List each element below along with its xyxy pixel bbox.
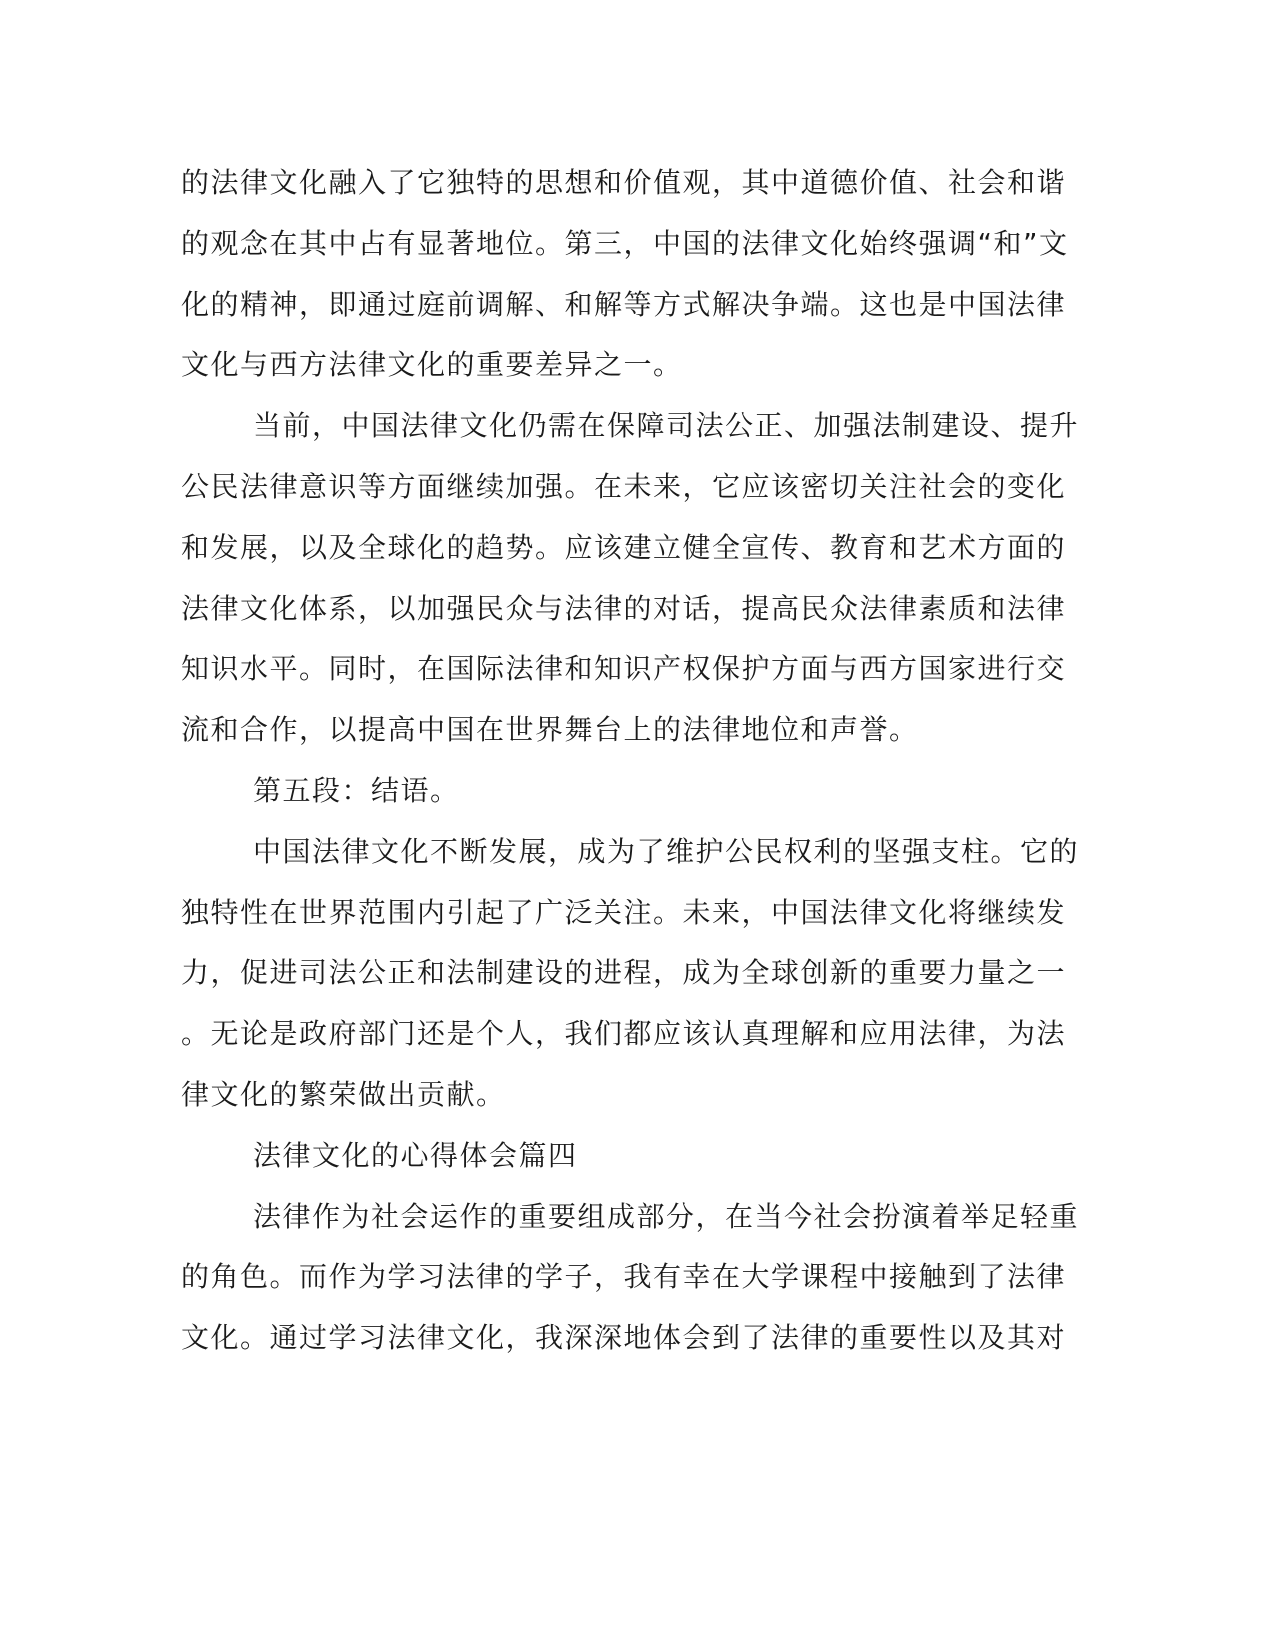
text-line: 的角色。而作为学习法律的学子，我有幸在大学课程中接触到了法律	[181, 1260, 1067, 1294]
text-line: 公民法律意识等方面继续加强。在未来，它应该密切关注社会的变化	[181, 469, 1067, 503]
text-line: 律文化的繁荣做出贡献。	[181, 1077, 506, 1111]
text-line: 知识水平。同时，在国际法律和知识产权保护方面与西方国家进行交	[181, 652, 1067, 686]
text-line: 力，促进司法公正和法制建设的进程，成为全球创新的重要力量之一	[181, 956, 1067, 990]
text-line: 文化与西方法律文化的重要差异之一。	[181, 348, 683, 382]
text-line: 流和合作，以提高中国在世界舞台上的法律地位和声誉。	[181, 713, 919, 747]
text-line: 的法律文化融入了它独特的思想和价值观，其中道德价值、社会和谐	[181, 166, 1067, 199]
paragraph-current-state	[181, 396, 1080, 761]
text-line: 。无论是政府部门还是个人，我们都应该认真理解和应用法律，为法	[181, 1017, 1067, 1051]
document-body	[181, 153, 1080, 1369]
section-heading-conclusion	[181, 761, 1041, 822]
text-line: 中国法律文化不断发展，成为了维护公民权利的坚强支柱。它的	[253, 834, 1080, 868]
text-line: 化的精神，即通过庭前调解、和解等方式解决争端。这也是中国法律	[181, 287, 1067, 321]
text-line: 文化。通过学习法律文化，我深深地体会到了法律的重要性以及其对	[181, 1321, 1067, 1355]
text-line: 法律文化体系，以加强民众与法律的对话，提高民众法律素质和法律	[181, 591, 1067, 625]
paragraph-continued	[181, 153, 1069, 396]
text-line: 独特性在世界范围内引起了广泛关注。未来，中国法律文化将继续发	[181, 895, 1067, 929]
section-heading: 第五段：结语。	[253, 773, 460, 807]
text-line: 当前，中国法律文化仍需在保障司法公正、加强法制建设、提升	[253, 409, 1080, 443]
paragraph-conclusion	[181, 822, 1080, 1126]
text-line: 法律作为社会运作的重要组成部分，在当今社会扮演着举足轻重	[253, 1199, 1080, 1233]
text-line: 的观念在其中占有显著地位。第三，中国的法律文化始终强调“和”文	[181, 226, 1069, 260]
article-heading	[181, 1126, 1041, 1187]
paragraph-article-4-intro	[181, 1187, 1080, 1369]
article-title: 法律文化的心得体会篇四	[253, 1138, 578, 1172]
text-line: 和发展，以及全球化的趋势。应该建立健全宣传、教育和艺术方面的	[181, 530, 1067, 564]
